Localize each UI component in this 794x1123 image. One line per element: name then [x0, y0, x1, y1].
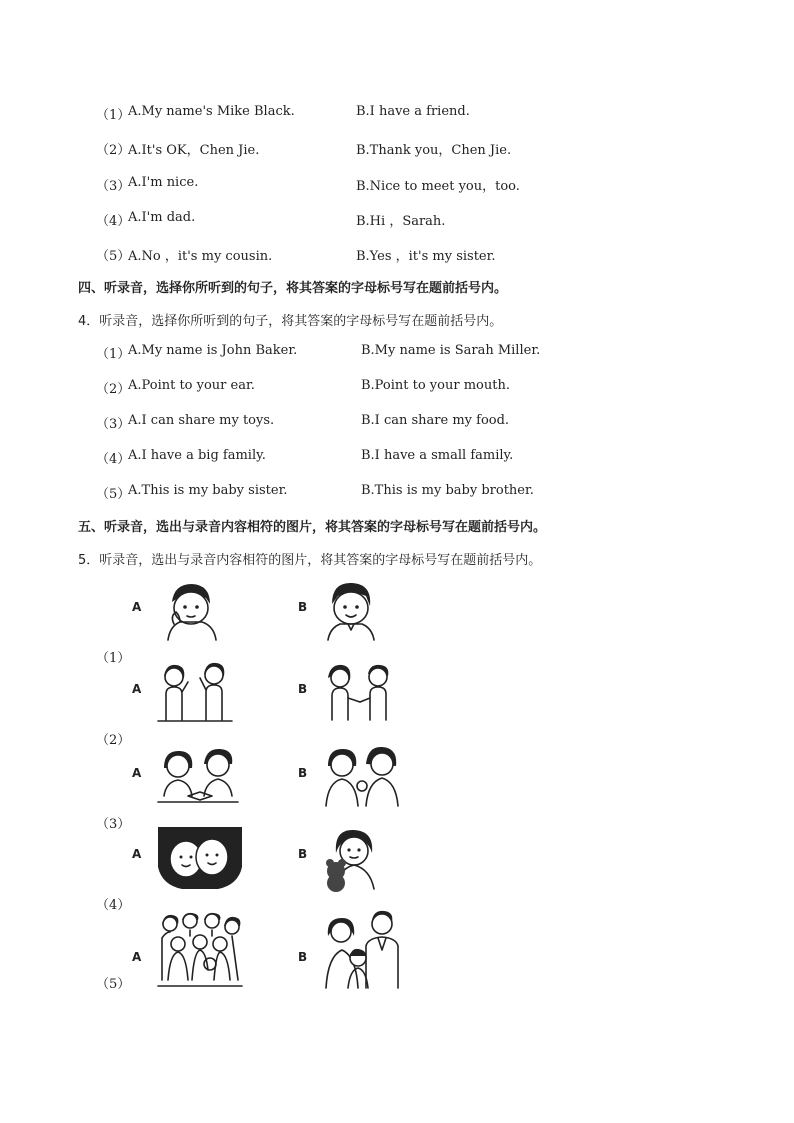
girl-holding-teddy-bear-image [322, 827, 382, 891]
question-4-instruction: 4．听录音，选择你所听到的句子，将其答案的字母标号写在题前括号内。 [78, 314, 503, 329]
option-b: B.This is my baby brother. [361, 483, 534, 498]
label-a: A [132, 950, 142, 964]
label-a: A [132, 847, 142, 861]
s4-item-4 [96, 448, 736, 470]
item-number: （4） [96, 214, 131, 229]
label-a: A [132, 600, 142, 614]
s4-item-2 [96, 378, 736, 400]
children-sharing-food-image [322, 746, 402, 806]
option-a: A.I'm nice. [128, 175, 199, 190]
boy-thinking-image [158, 580, 222, 640]
family-portrait-image [158, 827, 242, 893]
option-b: B.Hi ，Sarah. [356, 214, 446, 229]
children-waving-image [158, 662, 232, 722]
label-b: B [298, 766, 308, 780]
item-number: （2） [96, 382, 131, 397]
option-a: A.Point to your ear. [128, 378, 255, 393]
item-number: （4） [96, 898, 131, 913]
item-number: （3） [96, 417, 131, 432]
item-number: （3） [96, 179, 131, 194]
label-b: B [298, 950, 308, 964]
item-number: （4） [96, 452, 131, 467]
label-b: B [298, 847, 308, 861]
s3-item-5 [96, 245, 736, 267]
label-b: B [298, 600, 308, 614]
option-a: A.I have a big family. [128, 448, 266, 463]
big-family-image [158, 910, 242, 990]
option-a: A.I'm dad. [128, 210, 196, 225]
s5-item-5 [96, 910, 516, 990]
boy-smiling-image [322, 580, 380, 640]
item-number: （2） [96, 143, 131, 158]
s4-item-1 [96, 343, 736, 365]
item-number: （1） [96, 347, 131, 362]
option-a: A.This is my baby sister. [128, 483, 288, 498]
s3-item-3 [96, 175, 736, 197]
s4-item-3 [96, 413, 736, 435]
option-b: B.I can share my food. [361, 413, 510, 428]
option-a: A.My name's Mike Black. [128, 104, 295, 119]
children-reading-image [158, 746, 238, 806]
s4-item-5 [96, 483, 736, 505]
option-b: B.Point to your mouth. [361, 378, 510, 393]
section-5-heading: 五、听录音，选出与录音内容相符的图片，将其答案的字母标号写在题前括号内。 [78, 520, 547, 535]
s5-item-2 [96, 662, 516, 748]
option-a: A.It's OK，Chen Jie. [128, 143, 260, 158]
s3-item-4 [96, 210, 736, 232]
option-a: A.I can share my toys. [128, 413, 275, 428]
s5-item-1 [96, 580, 516, 666]
s3-item-1 [96, 104, 736, 126]
item-number: （1） [96, 651, 131, 666]
section-4-heading: 四、听录音，选择你所听到的句子，将其答案的字母标号写在题前括号内。 [78, 281, 508, 296]
option-b: B.I have a friend. [356, 104, 470, 119]
option-b: B.Thank you，Chen Jie. [356, 143, 512, 158]
s5-item-3 [96, 746, 516, 832]
item-number: （1） [96, 108, 131, 123]
item-number: （5） [96, 977, 131, 992]
label-b: B [298, 682, 308, 696]
item-number: （3） [96, 817, 131, 832]
option-a: A.No ，it's my cousin. [128, 249, 273, 264]
item-number: （2） [96, 733, 131, 748]
option-b: B.Yes ，it's my sister. [356, 249, 496, 264]
label-a: A [132, 682, 142, 696]
option-b: B.Nice to meet you，too. [356, 179, 520, 194]
question-5-instruction: 5．听录音，选出与录音内容相符的图片，将其答案的字母标号写在题前括号内。 [78, 553, 542, 568]
s5-item-4 [96, 827, 516, 913]
small-family-image [322, 910, 404, 990]
option-b: B.I have a small family. [361, 448, 514, 463]
children-shaking-hands-image [322, 662, 396, 722]
s3-item-2 [96, 139, 736, 161]
option-a: A.My name is John Baker. [128, 343, 298, 358]
option-b: B.My name is Sarah Miller. [361, 343, 541, 358]
item-number: （5） [96, 487, 131, 502]
item-number: （5） [96, 249, 131, 264]
label-a: A [132, 766, 142, 780]
